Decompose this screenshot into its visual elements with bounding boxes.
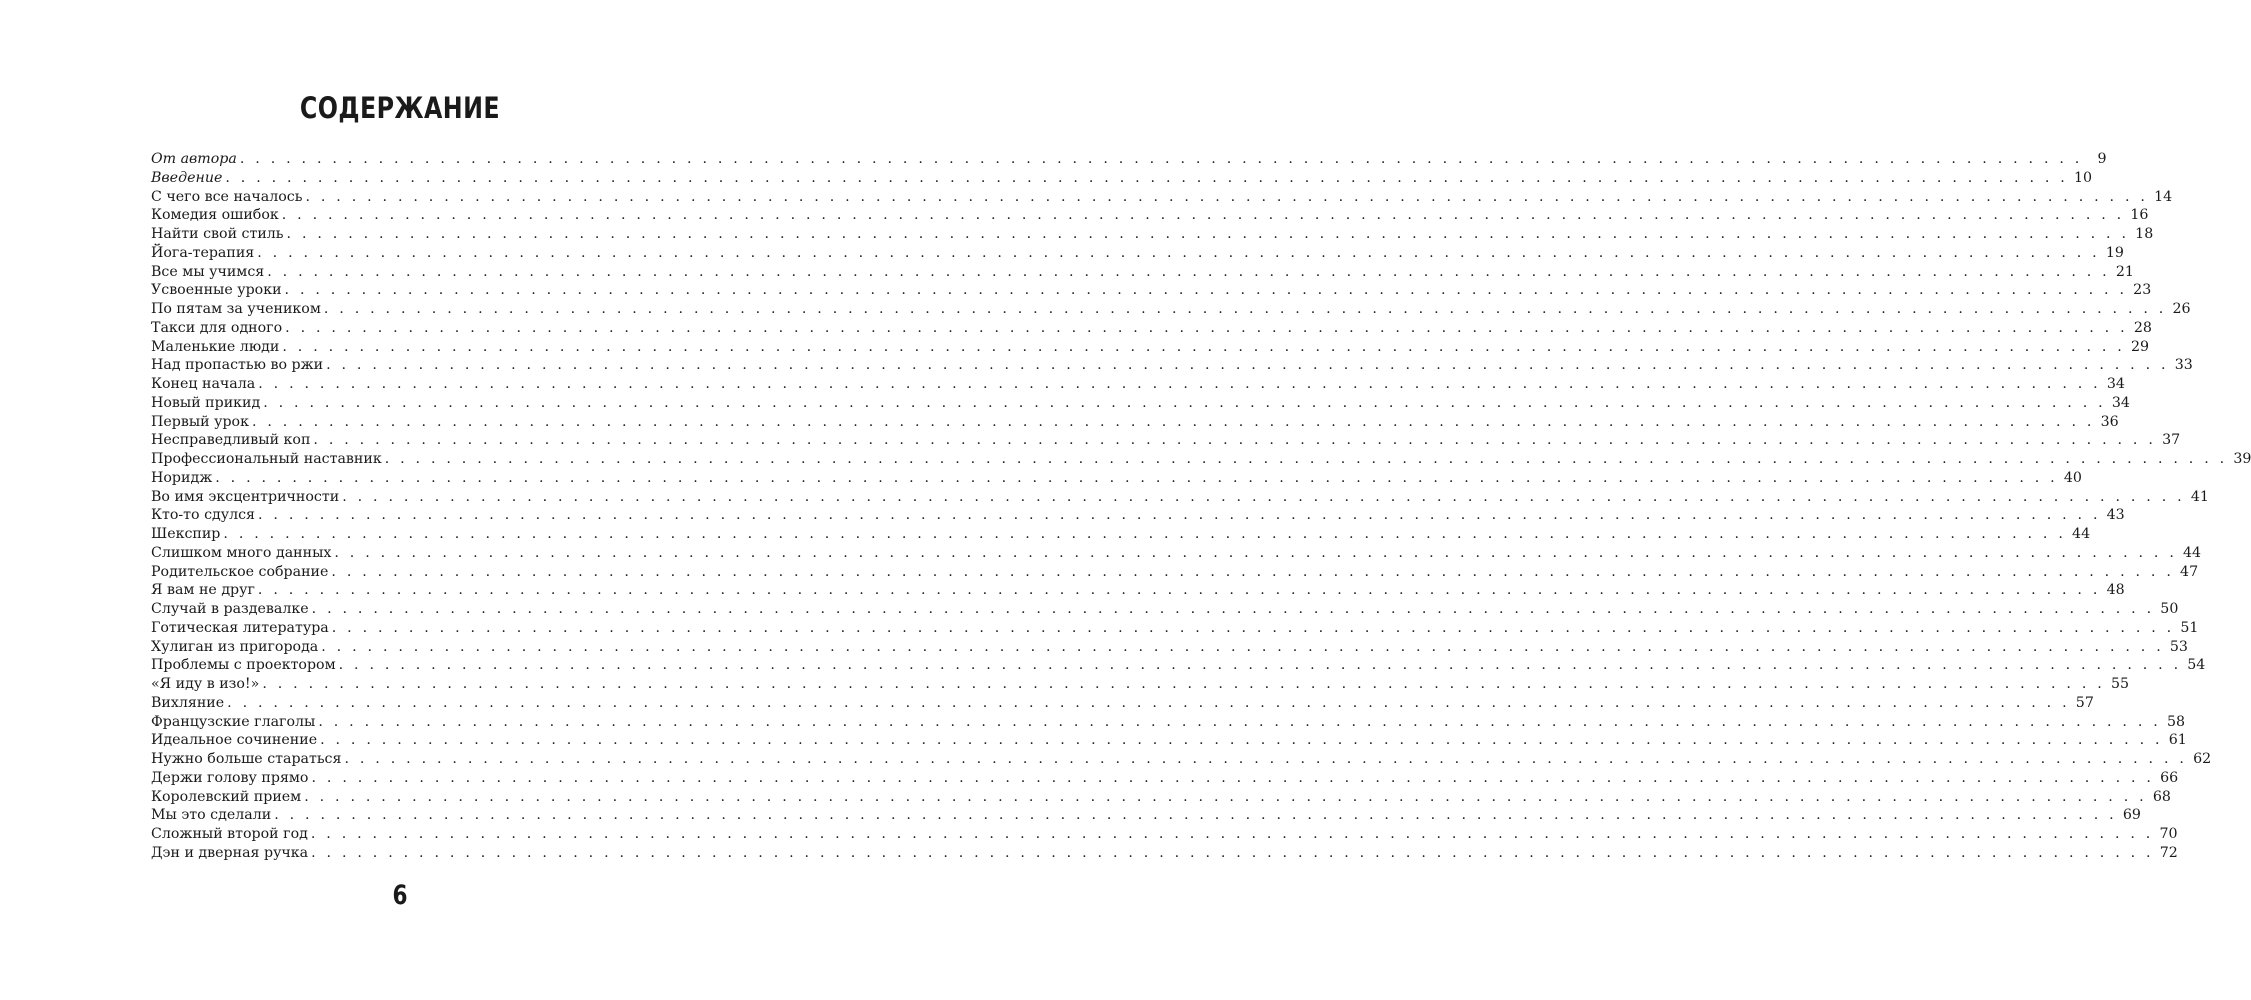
toc-entry-title: Я вам не друг xyxy=(151,582,255,599)
toc-entry-title: Французские глаголы xyxy=(151,713,316,730)
page-title: СОДЕРЖАНИЕ xyxy=(299,91,501,125)
toc-entry xyxy=(151,413,2119,432)
dot-leader: . . . . . . . . . . . . . . . . . . . . . . . . . . . . . . . . . . . . . . . . . . . . . . . . . . . . . . . . . . . . . . . . . . . . . . . . . . . . . . . . . . . . . . . . . . . . . . . . . . . . . . . . . . . . . . . . . . . . . . . . xyxy=(258,507,2101,524)
toc-entry-title: Готическая литература xyxy=(151,619,329,636)
toc-entry-title: Сложный второй год xyxy=(151,826,308,842)
dot-leader: . . . . . . . . . . . . . . . . . . . . . . . . . . . . . . . . . . . . . . . . . . . . . . . . . . . . . . . . . . . . . . . . . . . . . . . . . . . . . . . . . . . . . . . . . . . . . . . . . . . . . . . . . . . . . . . . . . . . . . . . xyxy=(239,151,2083,167)
dot-leader: . . . . . . . . . . . . . . . . . . . . . . . . . . . . . . . . . . . . . . . . . . . . . . . . . . . . . . . . . . . . . . . . . . . . . . . . . . . . . . . . . . . . . . . . . . . . . . . . . . . . . . . . . . . . . . . . . . . . . . . . xyxy=(323,301,2167,317)
dot-leader: . . . . . . . . . . . . . . . . . . . . . . . . . . . . . . . . . . . . . . . . . . . . . . . . . . . . . . . . . . . . . . . . . . . . . . . . . . . . . . . . . . . . . . . . . . . . . . . . . . . . . . . . . . . . . . . . . . . . . . . . xyxy=(334,544,2178,561)
toc-entry-title: Шекспир xyxy=(151,526,221,542)
toc-entry-page: 54 xyxy=(2187,657,2206,674)
dot-leader: . . . . . . . . . . . . . . . . . . . . . . . . . . . . . . . . . . . . . . . . . . . . . . . . . . . . . . . . . . . . . . . . . . . . . . . . . . . . . . . . . . . . . . . . . . . . . . . . . . . . . . . . . . . . . . . . . . . . . . . . xyxy=(331,563,2175,580)
toc-entry xyxy=(151,319,2152,338)
toc-entry-page: 28 xyxy=(2133,319,2152,336)
toc-entry-page: 72 xyxy=(2159,844,2178,861)
toc-entry-page: 50 xyxy=(2160,601,2179,617)
toc-entry-page: 16 xyxy=(2130,207,2149,224)
toc-entry-page: 29 xyxy=(2131,338,2150,355)
toc-entry-title: «Я иду в изо!» xyxy=(151,676,260,692)
toc-entry xyxy=(151,469,2082,488)
dot-leader: . . . . . . . . . . . . . . . . . . . . . . . . . . . . . . . . . . . . . . . . . . . . . . . . . . . . . . . . . . . . . . . . . . . . . . . . . . . . . . . . . . . . . . . . . . . . . . . . . . . . . . . . . . . . . . . . . . . . . . . . xyxy=(284,282,2128,299)
toc-entry xyxy=(151,506,2125,525)
dot-leader: . . . . . . . . . . . . . . . . . . . . . . . . . . . . . . . . . . . . . . . . . . . . . . . . . . . . . . . . . . . . . . . . . . . . . . . . . . . . . . . . . . . . . . . . . . . . . . . . . . . . . . . . . . . . . . . . . . . . . . . . xyxy=(304,788,2147,805)
toc-entry xyxy=(151,281,2152,300)
toc-entry-page: 44 xyxy=(2183,544,2202,561)
toc-entry-page: 68 xyxy=(2152,788,2171,805)
toc-entry-page: 53 xyxy=(2169,638,2188,655)
toc-entry xyxy=(151,544,2202,563)
toc-entry-title: Нужно больше стараться xyxy=(151,751,342,767)
toc-entry xyxy=(151,206,2149,225)
toc-entry-title: Родительское собрание xyxy=(151,563,329,580)
toc-entry-title: Йога-терапия xyxy=(151,244,255,261)
toc-entry-page: 58 xyxy=(2166,713,2186,730)
dot-leader: . . . . . . . . . . . . . . . . . . . . . . . . . . . . . . . . . . . . . . . . . . . . . . . . . . . . . . . . . . . . . . . . . . . . . . . . . . . . . . . . . . . . . . . . . . . . . . . . . . . . . . . . . . . . . . . . . . . . . . . . xyxy=(257,582,2101,599)
toc-entry-page: 69 xyxy=(2122,807,2141,824)
toc-entry xyxy=(151,638,2188,657)
toc-entry xyxy=(151,731,2187,750)
toc-entry xyxy=(151,169,2093,188)
toc-entry-title: Конец начала xyxy=(151,376,256,392)
toc-entry-title: Такси для одного xyxy=(151,319,283,336)
toc-entry xyxy=(151,694,2094,713)
dot-leader: . . . . . . . . . . . . . . . . . . . . . . . . . . . . . . . . . . . . . . . . . . . . . . . . . . . . . . . . . . . . . . . . . . . . . . . . . . . . . . . . . . . . . . . . . . . . . . . . . . . . . . . . . . . . . . . . . . . . . . . . xyxy=(215,469,2058,486)
toc-entry-title: Несправедливый коп xyxy=(151,432,311,449)
dot-leader: . . . . . . . . . . . . . . . . . . . . . . . . . . . . . . . . . . . . . . . . . . . . . . . . . . . . . . . . . . . . . . . . . . . . . . . . . . . . . . . . . . . . . . . . . . . . . . . . . . . . . . . . . . . . . . . . . . . . . . . . xyxy=(263,394,2106,411)
toc-entry xyxy=(151,563,2199,582)
dot-leader: . . . . . . . . . . . . . . . . . . . . . . . . . . . . . . . . . . . . . . . . . . . . . . . . . . . . . . . . . . . . . . . . . . . . . . . . . . . . . . . . . . . . . . . . . . . . . . . . . . . . . . . . . . . . . . . . . . . . . . . . xyxy=(310,826,2154,842)
toc-entry xyxy=(151,788,2171,807)
toc-entry-title: Хулиган из пригорода xyxy=(151,638,319,655)
toc-entry-title: Норидж xyxy=(151,469,213,486)
toc-entry-page: 66 xyxy=(2160,769,2179,786)
dot-leader: . . . . . . . . . . . . . . . . . . . . . . . . . . . . . . . . . . . . . . . . . . . . . . . . . . . . . . . . . . . . . . . . . . . . . . . . . . . . . . . . . . . . . . . . . . . . . . . . . . . . . . . . . . . . . . . . . . . . . . . . xyxy=(344,751,2188,767)
toc-entry-page: 41 xyxy=(2190,488,2209,505)
toc-entry-title: Все мы учимся xyxy=(151,263,265,280)
dot-leader: . . . . . . . . . . . . . . . . . . . . . . . . . . . . . . . . . . . . . . . . . . . . . . . . . . . . . . . . . . . . . . . . . . . . . . . . . . . . . . . . . . . . . . . . . . . . . . . . . . . . . . . . . . . . . . . . . . . . . . . . xyxy=(313,432,2157,449)
toc-entry xyxy=(151,431,2181,450)
toc-entry-title: Первый урок xyxy=(151,413,249,430)
toc-entry-page: 10 xyxy=(2074,169,2093,186)
dot-leader: . . . . . . . . . . . . . . . . . . . . . . . . . . . . . . . . . . . . . . . . . . . . . . . . . . . . . . . . . . . . . . . . . . . . . . . . . . . . . . . . . . . . . . . . . . . . . . . . . . . . . . . . . . . . . . . . . . . . . . . . xyxy=(384,451,2228,467)
toc-entry-page: 44 xyxy=(2072,526,2091,542)
toc-entry xyxy=(151,150,2107,169)
dot-leader: . . . . . . . . . . . . . . . . . . . . . . . . . . . . . . . . . . . . . . . . . . . . . . . . . . . . . . . . . . . . . . . . . . . . . . . . . . . . . . . . . . . . . . . . . . . . . . . . . . . . . . . . . . . . . . . . . . . . . . . . xyxy=(223,526,2067,542)
dot-leader: . . . . . . . . . . . . . . . . . . . . . . . . . . . . . . . . . . . . . . . . . . . . . . . . . . . . . . . . . . . . . . . . . . . . . . . . . . . . . . . . . . . . . . . . . . . . . . . . . . . . . . . . . . . . . . . . . . . . . . . . xyxy=(311,601,2155,617)
dot-leader: . . . . . . . . . . . . . . . . . . . . . . . . . . . . . . . . . . . . . . . . . . . . . . . . . . . . . . . . . . . . . . . . . . . . . . . . . . . . . . . . . . . . . . . . . . . . . . . . . . . . . . . . . . . . . . . . . . . . . . . . xyxy=(257,244,2100,261)
dot-leader: . . . . . . . . . . . . . . . . . . . . . . . . . . . . . . . . . . . . . . . . . . . . . . . . . . . . . . . . . . . . . . . . . . . . . . . . . . . . . . . . . . . . . . . . . . . . . . . . . . . . . . . . . . . . . . . . . . . . . . . . xyxy=(225,169,2068,186)
toc-entry xyxy=(151,769,2179,788)
toc-entry xyxy=(151,488,2209,507)
toc-entry-page: 62 xyxy=(2193,751,2212,767)
dot-leader: . . . . . . . . . . . . . . . . . . . . . . . . . . . . . . . . . . . . . . . . . . . . . . . . . . . . . . . . . . . . . . . . . . . . . . . . . . . . . . . . . . . . . . . . . . . . . . . . . . . . . . . . . . . . . . . . . . . . . . . . xyxy=(311,844,2154,861)
toc-entry xyxy=(151,263,2134,282)
toc-entry-title: Новый прикид xyxy=(151,394,261,411)
toc-entry-title: Введение xyxy=(151,169,223,186)
toc-entry-page: 33 xyxy=(2174,357,2193,374)
dot-leader: . . . . . . . . . . . . . . . . . . . . . . . . . . . . . . . . . . . . . . . . . . . . . . . . . . . . . . . . . . . . . . . . . . . . . . . . . . . . . . . . . . . . . . . . . . . . . . . . . . . . . . . . . . . . . . . . . . . . . . . . xyxy=(227,694,2070,711)
dot-leader: . . . . . . . . . . . . . . . . . . . . . . . . . . . . . . . . . . . . . . . . . . . . . . . . . . . . . . . . . . . . . . . . . . . . . . . . . . . . . . . . . . . . . . . . . . . . . . . . . . . . . . . . . . . . . . . . . . . . . . . . xyxy=(338,657,2182,674)
dot-leader: . . . . . . . . . . . . . . . . . . . . . . . . . . . . . . . . . . . . . . . . . . . . . . . . . . . . . . . . . . . . . . . . . . . . . . . . . . . . . . . . . . . . . . . . . . . . . . . . . . . . . . . . . . . . . . . . . . . . . . . . xyxy=(342,488,2185,505)
dot-leader: . . . . . . . . . . . . . . . . . . . . . . . . . . . . . . . . . . . . . . . . . . . . . . . . . . . . . . . . . . . . . . . . . . . . . . . . . . . . . . . . . . . . . . . . . . . . . . . . . . . . . . . . . . . . . . . . . . . . . . . . xyxy=(286,226,2130,242)
toc-entry xyxy=(151,750,2212,769)
toc-entry-page: 23 xyxy=(2133,282,2152,299)
toc-entry-title: С чего все началось xyxy=(151,188,303,205)
toc-entry xyxy=(151,675,2130,694)
toc-entry xyxy=(151,825,2178,844)
toc-entry-page: 34 xyxy=(2111,394,2130,411)
toc-entry-page: 14 xyxy=(2154,188,2173,205)
toc-entry xyxy=(151,581,2125,600)
table-of-contents xyxy=(151,150,2251,863)
toc-entry-page: 47 xyxy=(2180,563,2199,580)
toc-entry xyxy=(151,619,2199,638)
toc-entry-title: Профессиональный наставник xyxy=(151,451,382,467)
toc-entry-page: 39 xyxy=(2233,451,2251,467)
toc-entry xyxy=(151,713,2186,732)
toc-entry xyxy=(151,338,2150,357)
toc-entry-page: 51 xyxy=(2180,619,2199,636)
toc-entry-page: 43 xyxy=(2106,507,2125,524)
toc-entry-page: 40 xyxy=(2063,469,2082,486)
dot-leader: . . . . . . . . . . . . . . . . . . . . . . . . . . . . . . . . . . . . . . . . . . . . . . . . . . . . . . . . . . . . . . . . . . . . . . . . . . . . . . . . . . . . . . . . . . . . . . . . . . . . . . . . . . . . . . . . . . . . . . . . xyxy=(326,357,2169,374)
toc-entry-title: Дэн и дверная ручка xyxy=(151,844,309,861)
toc-entry-page: 36 xyxy=(2100,413,2119,430)
toc-entry-page: 34 xyxy=(2106,376,2125,392)
toc-entry-title: Слишком много данных xyxy=(151,544,332,561)
toc-entry xyxy=(151,244,2124,263)
toc-entry-page: 19 xyxy=(2105,244,2124,261)
toc-entry-title: По пятам за учеником xyxy=(151,301,321,317)
page-number: 6 xyxy=(392,880,408,911)
dot-leader: . . . . . . . . . . . . . . . . . . . . . . . . . . . . . . . . . . . . . . . . . . . . . . . . . . . . . . . . . . . . . . . . . . . . . . . . . . . . . . . . . . . . . . . . . . . . . . . . . . . . . . . . . . . . . . . . . . . . . . . . xyxy=(258,376,2101,392)
toc-entry xyxy=(151,394,2130,413)
dot-leader: . . . . . . . . . . . . . . . . . . . . . . . . . . . . . . . . . . . . . . . . . . . . . . . . . . . . . . . . . . . . . . . . . . . . . . . . . . . . . . . . . . . . . . . . . . . . . . . . . . . . . . . . . . . . . . . . . . . . . . . . xyxy=(262,676,2105,692)
toc-entry-page: 48 xyxy=(2106,582,2125,599)
toc-entry xyxy=(151,600,2179,619)
dot-leader: . . . . . . . . . . . . . . . . . . . . . . . . . . . . . . . . . . . . . . . . . . . . . . . . . . . . . . . . . . . . . . . . . . . . . . . . . . . . . . . . . . . . . . . . . . . . . . . . . . . . . . . . . . . . . . . . . . . . . . . . xyxy=(305,188,2149,205)
toc-entry xyxy=(151,356,2193,375)
dot-leader: . . . . . . . . . . . . . . . . . . . . . . . . . . . . . . . . . . . . . . . . . . . . . . . . . . . . . . . . . . . . . . . . . . . . . . . . . . . . . . . . . . . . . . . . . . . . . . . . . . . . . . . . . . . . . . . . . . . . . . . . xyxy=(321,638,2164,655)
toc-entry-page: 18 xyxy=(2135,226,2154,242)
dot-leader: . . . . . . . . . . . . . . . . . . . . . . . . . . . . . . . . . . . . . . . . . . . . . . . . . . . . . . . . . . . . . . . . . . . . . . . . . . . . . . . . . . . . . . . . . . . . . . . . . . . . . . . . . . . . . . . . . . . . . . . . xyxy=(331,619,2175,636)
toc-entry xyxy=(151,375,2125,394)
toc-entry xyxy=(151,525,2091,544)
toc-entry xyxy=(151,806,2141,825)
toc-entry-title: Найти свой стиль xyxy=(151,226,284,242)
toc-entry-page: 21 xyxy=(2115,263,2134,280)
toc-entry-title: Комедия ошибок xyxy=(151,207,279,224)
dot-leader: . . . . . . . . . . . . . . . . . . . . . . . . . . . . . . . . . . . . . . . . . . . . . . . . . . . . . . . . . . . . . . . . . . . . . . . . . . . . . . . . . . . . . . . . . . . . . . . . . . . . . . . . . . . . . . . . . . . . . . . . xyxy=(285,319,2128,336)
toc-entry-page: 61 xyxy=(2168,732,2187,749)
toc-entry-title: Проблемы с проектором xyxy=(151,657,336,674)
toc-entry-title: Вихляние xyxy=(151,694,225,711)
toc-entry-title: Усвоенные уроки xyxy=(151,282,282,299)
toc-entry-title: Над пропастью во ржи xyxy=(151,357,324,374)
dot-leader: . . . . . . . . . . . . . . . . . . . . . . . . . . . . . . . . . . . . . . . . . . . . . . . . . . . . . . . . . . . . . . . . . . . . . . . . . . . . . . . . . . . . . . . . . . . . . . . . . . . . . . . . . . . . . . . . . . . . . . . . xyxy=(320,732,2163,749)
toc-entry xyxy=(151,656,2206,675)
dot-leader: . . . . . . . . . . . . . . . . . . . . . . . . . . . . . . . . . . . . . . . . . . . . . . . . . . . . . . . . . . . . . . . . . . . . . . . . . . . . . . . . . . . . . . . . . . . . . . . . . . . . . . . . . . . . . . . . . . . . . . . . xyxy=(311,769,2155,786)
dot-leader: . . . . . . . . . . . . . . . . . . . . . . . . . . . . . . . . . . . . . . . . . . . . . . . . . . . . . . . . . . . . . . . . . . . . . . . . . . . . . . . . . . . . . . . . . . . . . . . . . . . . . . . . . . . . . . . . . . . . . . . . xyxy=(274,807,2117,824)
toc-entry-page: 70 xyxy=(2159,826,2178,842)
toc-entry xyxy=(151,225,2154,244)
toc-entry-title: Идеальное сочинение xyxy=(151,732,318,749)
dot-leader: . . . . . . . . . . . . . . . . . . . . . . . . . . . . . . . . . . . . . . . . . . . . . . . . . . . . . . . . . . . . . . . . . . . . . . . . . . . . . . . . . . . . . . . . . . . . . . . . . . . . . . . . . . . . . . . . . . . . . . . . xyxy=(281,207,2125,224)
toc-entry-title: Держи голову прямо xyxy=(151,769,309,786)
toc-entry-page: 55 xyxy=(2110,676,2130,692)
toc-entry xyxy=(151,188,2173,207)
dot-leader: . . . . . . . . . . . . . . . . . . . . . . . . . . . . . . . . . . . . . . . . . . . . . . . . . . . . . . . . . . . . . . . . . . . . . . . . . . . . . . . . . . . . . . . . . . . . . . . . . . . . . . . . . . . . . . . . . . . . . . . . xyxy=(267,263,2110,280)
dot-leader: . . . . . . . . . . . . . . . . . . . . . . . . . . . . . . . . . . . . . . . . . . . . . . . . . . . . . . . . . . . . . . . . . . . . . . . . . . . . . . . . . . . . . . . . . . . . . . . . . . . . . . . . . . . . . . . . . . . . . . . . xyxy=(282,338,2126,355)
toc-entry-title: Маленькие люди xyxy=(151,338,280,355)
toc-entry xyxy=(151,844,2178,863)
toc-entry-page: 37 xyxy=(2162,432,2181,449)
toc-entry-page: 26 xyxy=(2172,301,2191,317)
dot-leader: . . . . . . . . . . . . . . . . . . . . . . . . . . . . . . . . . . . . . . . . . . . . . . . . . . . . . . . . . . . . . . . . . . . . . . . . . . . . . . . . . . . . . . . . . . . . . . . . . . . . . . . . . . . . . . . . . . . . . . . . xyxy=(318,713,2161,730)
toc-entry xyxy=(151,300,2191,319)
toc-entry-title: Случай в раздевалке xyxy=(151,601,309,617)
toc-entry-page: 9 xyxy=(2097,151,2107,167)
toc-entry-page: 57 xyxy=(2075,694,2094,711)
toc-entry-title: Кто-то сдулся xyxy=(151,507,256,524)
toc-entry xyxy=(151,450,2251,469)
dot-leader: . . . . . . . . . . . . . . . . . . . . . . . . . . . . . . . . . . . . . . . . . . . . . . . . . . . . . . . . . . . . . . . . . . . . . . . . . . . . . . . . . . . . . . . . . . . . . . . . . . . . . . . . . . . . . . . . . . . . . . . . xyxy=(251,413,2095,430)
toc-entry-title: Мы это сделали xyxy=(151,807,272,824)
toc-entry-title: Королевский прием xyxy=(151,788,302,805)
toc-entry-title: От автора xyxy=(151,151,237,167)
toc-entry-title: Во имя эксцентричности xyxy=(151,488,340,505)
